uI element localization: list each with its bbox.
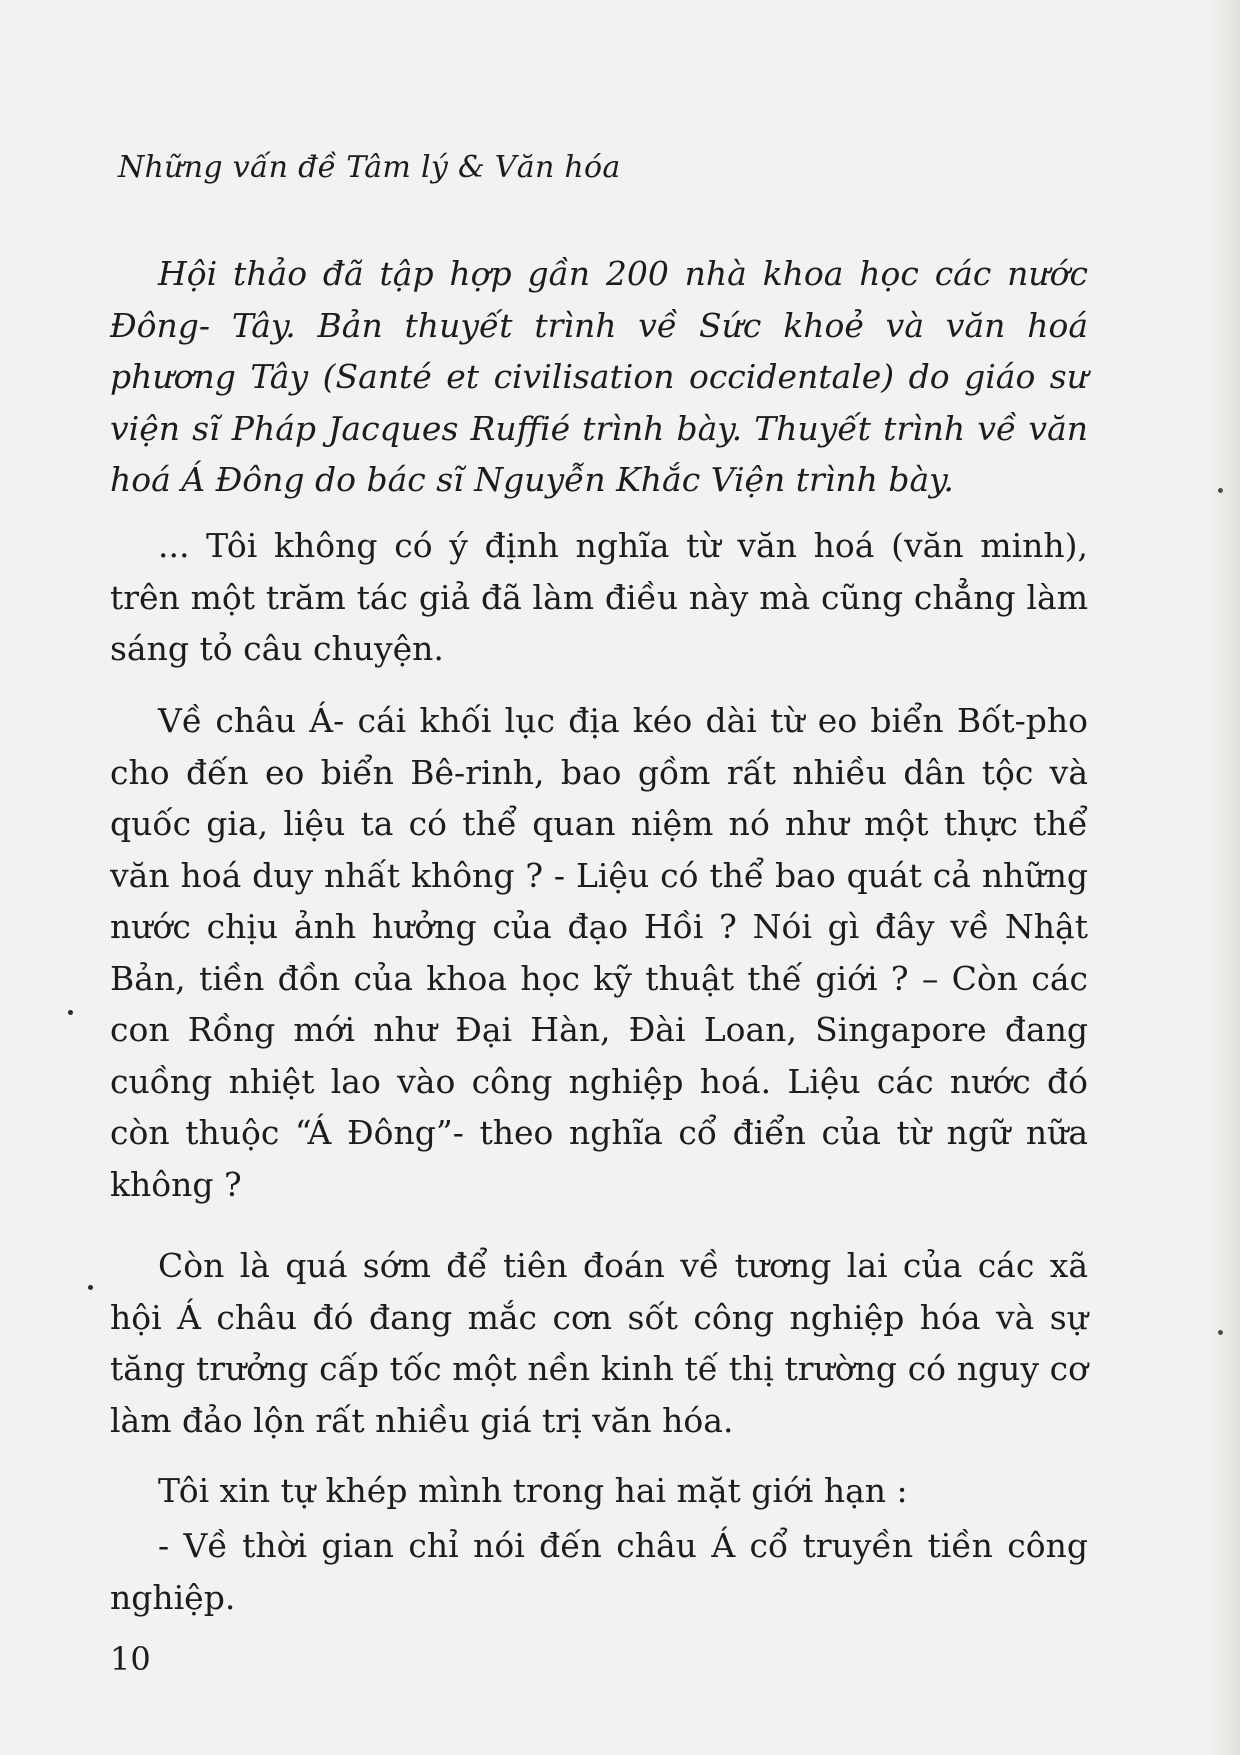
scan-speck	[68, 1010, 73, 1015]
page-edge-shadow	[1210, 0, 1240, 1755]
body-paragraph-1	[110, 520, 1088, 675]
paragraph-text: - Về thời gian chỉ nói đến châu Á cổ truyền tiền công nghiệp.	[110, 1526, 1088, 1617]
intro-paragraph	[110, 248, 1088, 506]
intro-text: Hội thảo đã tập hợp gần 200 nhà khoa học các nước Đông- Tây. Bản thuyết trình về Sức khoẻ và văn hoá phương Tây (Santé et civilisation occidentale) do giáo sư viện sĩ Pháp Jacques Ruffié trình bày. Thuyết trình về văn hoá Á Đông do bác sĩ Nguyễn Khắc Viện trình bày.	[110, 254, 1088, 499]
running-header: Những vấn đề Tâm lý & Văn hóa	[118, 150, 621, 185]
scan-speck	[88, 1285, 93, 1290]
paragraph-text: ... Tôi không có ý định nghĩa từ văn hoá (văn minh), trên một trăm tác giả đã làm điều này mà cũng chẳng làm sáng tỏ câu chuyện.	[110, 526, 1088, 668]
paragraph-text: Về châu Á- cái khối lục địa kéo dài từ eo biển Bốt-pho cho đến eo biển Bê-rinh, bao gồm rất nhiều dân tộc và quốc gia, liệu ta có thể quan niệm nó như một thực thể văn hoá duy nhất không ? - Liệu có thể bao quát cả những nước chịu ảnh hưởng của đạo Hồi ? Nói gì đây về Nhật Bản, tiền đồn của khoa học kỹ thuật thế giới ? – Còn các con Rồng mới như Đại Hàn, Đài Loan, Singapore đang cuồng nhiệt lao vào công nghiệp hoá. Liệu các nước đó còn thuộc “Á Đông”- theo nghĩa cổ điển của từ ngữ nữa không ?	[110, 701, 1088, 1204]
body-paragraph-2	[110, 695, 1088, 1210]
body-paragraph-3	[110, 1240, 1088, 1446]
body-paragraph-5	[110, 1520, 1088, 1623]
paragraph-text: Còn là quá sớm để tiên đoán về tương lai của các xã hội Á châu đó đang mắc cơn sốt công nghiệp hóa và sự tăng trưởng cấp tốc một nền kinh tế thị trường có nguy cơ làm đảo lộn rất nhiều giá trị văn hóa.	[110, 1246, 1088, 1440]
page-number: 10	[110, 1640, 151, 1678]
body-paragraph-4	[110, 1465, 1088, 1517]
paragraph-text: Tôi xin tự khép mình trong hai mặt giới hạn :	[158, 1471, 908, 1510]
